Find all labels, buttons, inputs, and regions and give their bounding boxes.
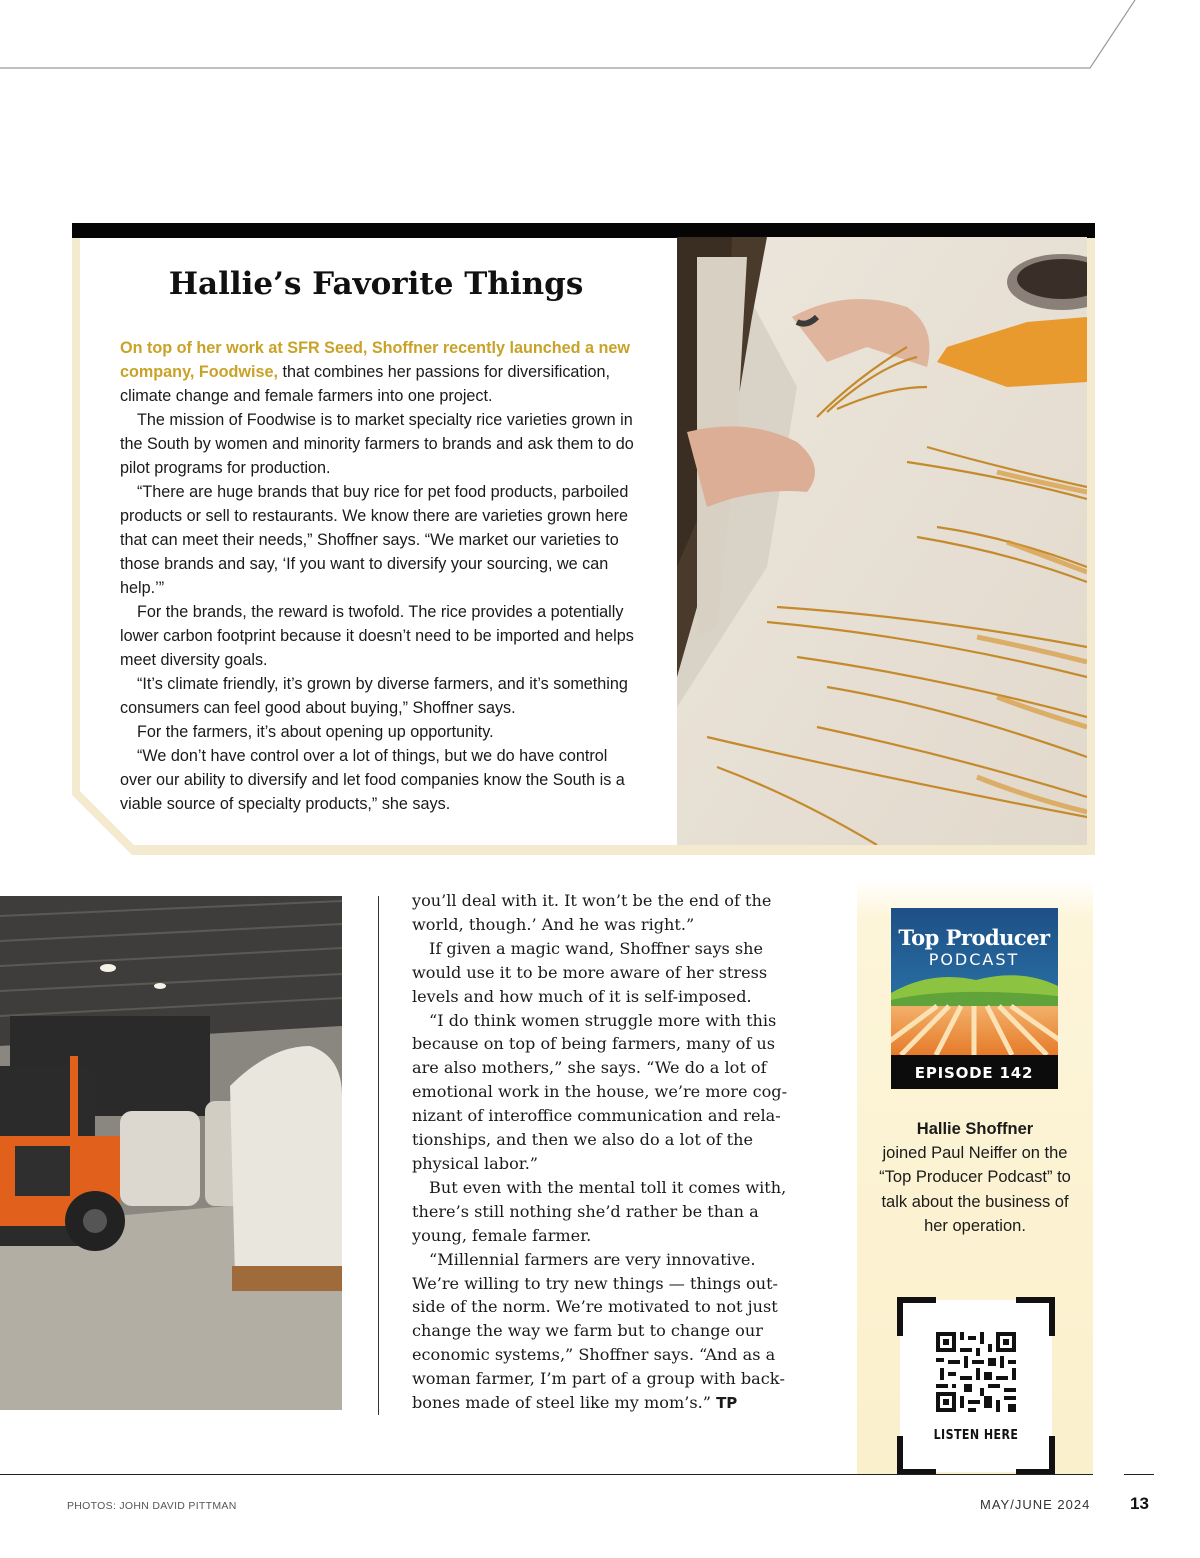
sidebar-top-bar xyxy=(72,223,1095,238)
sidebar-paragraph: “It’s climate friendly, it’s grown by diverse farmers, and it’s something consumers can feel good about buying,” Shoffner says. xyxy=(120,675,628,717)
listen-here-label[interactable]: LISTEN HERE xyxy=(933,1428,1019,1443)
article-paragraph xyxy=(412,1248,794,1416)
sidebar-paragraph: “There are huge brands that buy rice for pet food products, parboiled products or sell to restaurants. We know there are varieties grown here that can meet their needs,” Shoffner says. “We market our varieties to those brands and say, ‘If you want to diversify your sourcing, we can help.’” xyxy=(120,483,629,597)
podcast-logo-subtitle: PODCAST xyxy=(928,950,1020,969)
sidebar-body xyxy=(120,336,640,816)
podcast-logo-icon[interactable] xyxy=(891,908,1058,1089)
sidebar-paragraph: For the farmers, it’s about opening up opportunity. xyxy=(137,723,494,741)
photo-credit: PHOTOS: JOHN DAVID PITTMAN xyxy=(67,1500,237,1512)
article-paragraph: But even with the mental toll it comes with, there’s still nothing she’d rather be than a young, female farmer. xyxy=(412,1177,787,1245)
qr-code-icon[interactable] xyxy=(896,1296,1056,1476)
sidebar-title: Hallie’s Favorite Things xyxy=(168,266,584,302)
sidebar-paragraph xyxy=(120,336,640,408)
guest-name: Hallie Shoffner xyxy=(916,1120,1034,1138)
podcast-logo-title: Top Producer xyxy=(898,925,1050,950)
article-column xyxy=(412,889,794,1416)
footer-rule-page xyxy=(1124,1474,1154,1475)
rice-photo xyxy=(677,237,1087,845)
sidebar-paragraph: For the brands, the reward is twofold. The rice provides a potentially lower carbon footprint because it doesn’t need to be imported and helps meet diversity goals. xyxy=(120,603,634,669)
column-divider xyxy=(378,896,379,1415)
sidebar-paragraph-text: that combines her passions for diversification, climate change and female farmers into one project. xyxy=(120,363,611,405)
sidebar-paragraph: “We don’t have control over a lot of things, but we do have control over our ability to diversify and let food companies know the South is a viable source of specialty products,” she says. xyxy=(120,747,625,813)
article-paragraph: you’ll deal with it. It won’t be the end of the world, though.’ And he was right.” xyxy=(412,891,772,934)
podcast-description xyxy=(870,1117,1080,1238)
footer-rule xyxy=(0,1474,1093,1475)
article-paragraph-text: “Millennial farmers are very innovative. We’re willing to try new things — things outside of the norm. We’re motivated to not just change the way we farm but to change our economic systems,” Shoffner says. “And as a woman farmer, I’m part of a group with backbones made of steel like my mom’s.” xyxy=(412,1249,785,1413)
top-decorative-rule xyxy=(0,0,1200,72)
sidebar-lead: On top of her work at SFR Seed, Shoffner recently launched a new company, Foodwise, xyxy=(120,339,630,381)
warehouse-photo xyxy=(0,896,342,1410)
podcast-blurb: joined Paul Neiffer on the “Top Producer Podcast” to talk about the business of her operation. xyxy=(879,1144,1071,1235)
article-paragraph: If given a magic wand, Shoffner says she would use it to be more aware of her stress levels and how much of it is self-imposed. xyxy=(412,938,768,1006)
issue-date: MAY/JUNE 2024 xyxy=(980,1497,1091,1512)
article-paragraph: “I do think women struggle more with this because on top of being farmers, many of us are also mothers,” she says. “We do a lot of emotional work in the house, we’re more cognizant of interoffice communication and relationships, and then we also do a lot of the physical labor.” xyxy=(412,1010,788,1173)
page-number: 13 xyxy=(1130,1494,1149,1513)
end-mark: TP xyxy=(716,1394,738,1413)
sidebar-paragraph: The mission of Foodwise is to market specialty rice varieties grown in the South by women and minority farmers to brands and ask them to do pilot programs for production. xyxy=(120,411,634,477)
episode-label: EPISODE 142 xyxy=(914,1064,1034,1082)
